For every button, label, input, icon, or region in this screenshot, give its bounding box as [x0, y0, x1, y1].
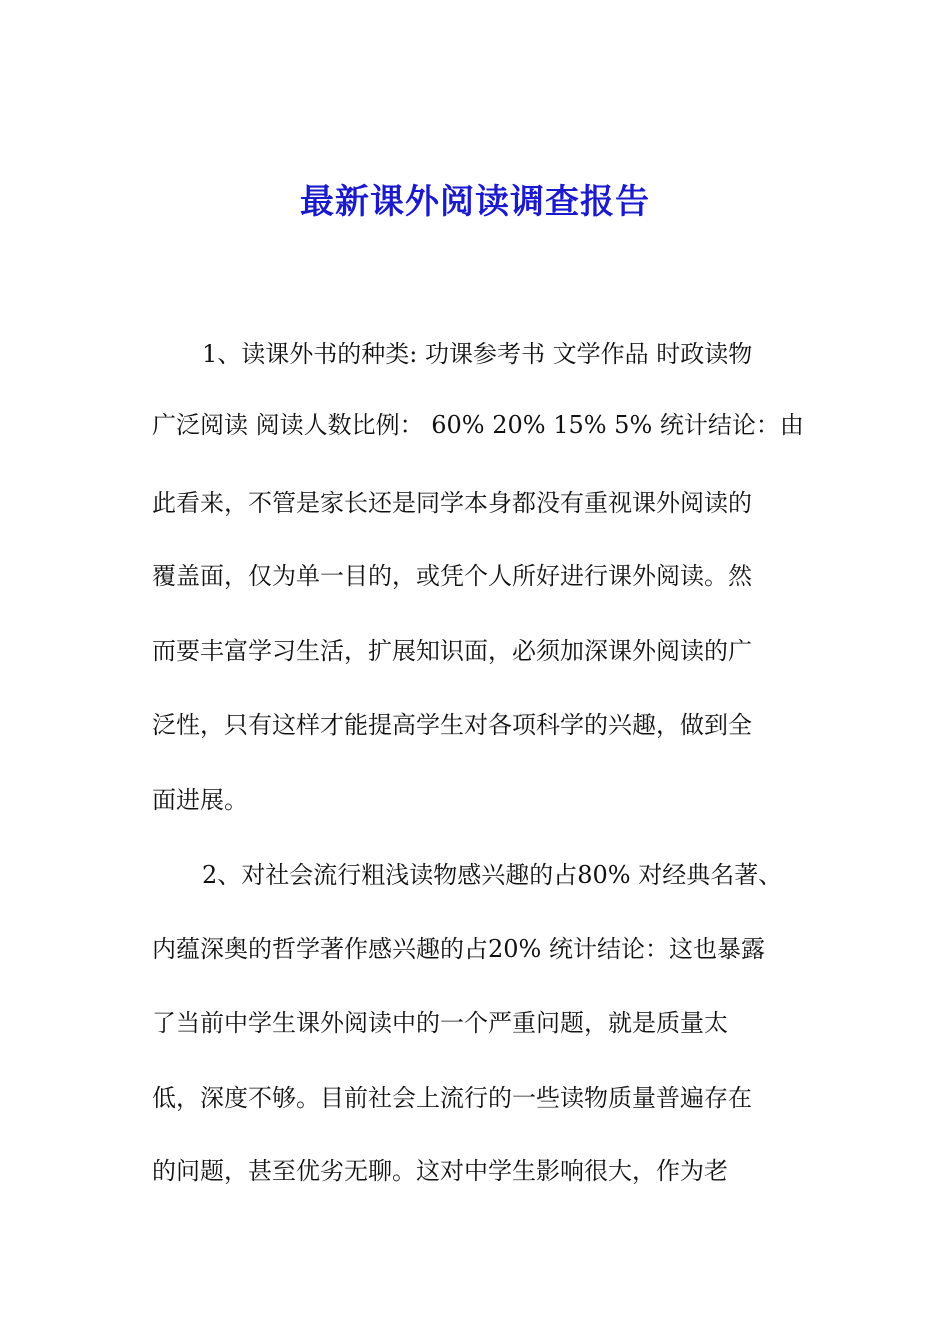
paragraph-1-line: 面进展。 [152, 786, 248, 814]
paragraph-2-line: 2、对社会流行粗浅读物感兴趣的占80% 对经典名著、 [202, 861, 783, 889]
document-title: 最新课外阅读调查报告 [300, 182, 650, 222]
paragraph-1-line: 而要丰富学习生活，扩展知识面，必须加深课外阅读的广 [152, 637, 752, 665]
paragraph-1-line: 此看来，不管是家长还是同学本身都没有重视课外阅读的 [152, 489, 752, 517]
paragraph-2-line: 了当前中学生课外阅读中的一个严重问题，就是质量太 [152, 1009, 728, 1037]
paragraph-1-line: 1、读课外书的种类: 功课参考书 文学作品 时政读物 [202, 340, 753, 368]
paragraph-1-line: 泛性，只有这样才能提高学生对各项科学的兴趣，做到全 [152, 711, 752, 739]
paragraph-2-line: 低，深度不够。目前社会上流行的一些读物质量普遍存在 [152, 1084, 752, 1112]
paragraph-2-line: 内蕴深奥的哲学著作感兴趣的占20% 统计结论：这也暴露 [152, 935, 765, 963]
paragraph-1-line: 覆盖面，仅为单一目的，或凭个人所好进行课外阅读。然 [152, 562, 752, 590]
paragraph-1-line: 广泛阅读 阅读人数比例： 60% 20% 15% 5% 统计结论：由 [152, 411, 804, 439]
paragraph-2-line: 的问题，甚至优劣无聊。这对中学生影响很大，作为老 [152, 1157, 728, 1185]
